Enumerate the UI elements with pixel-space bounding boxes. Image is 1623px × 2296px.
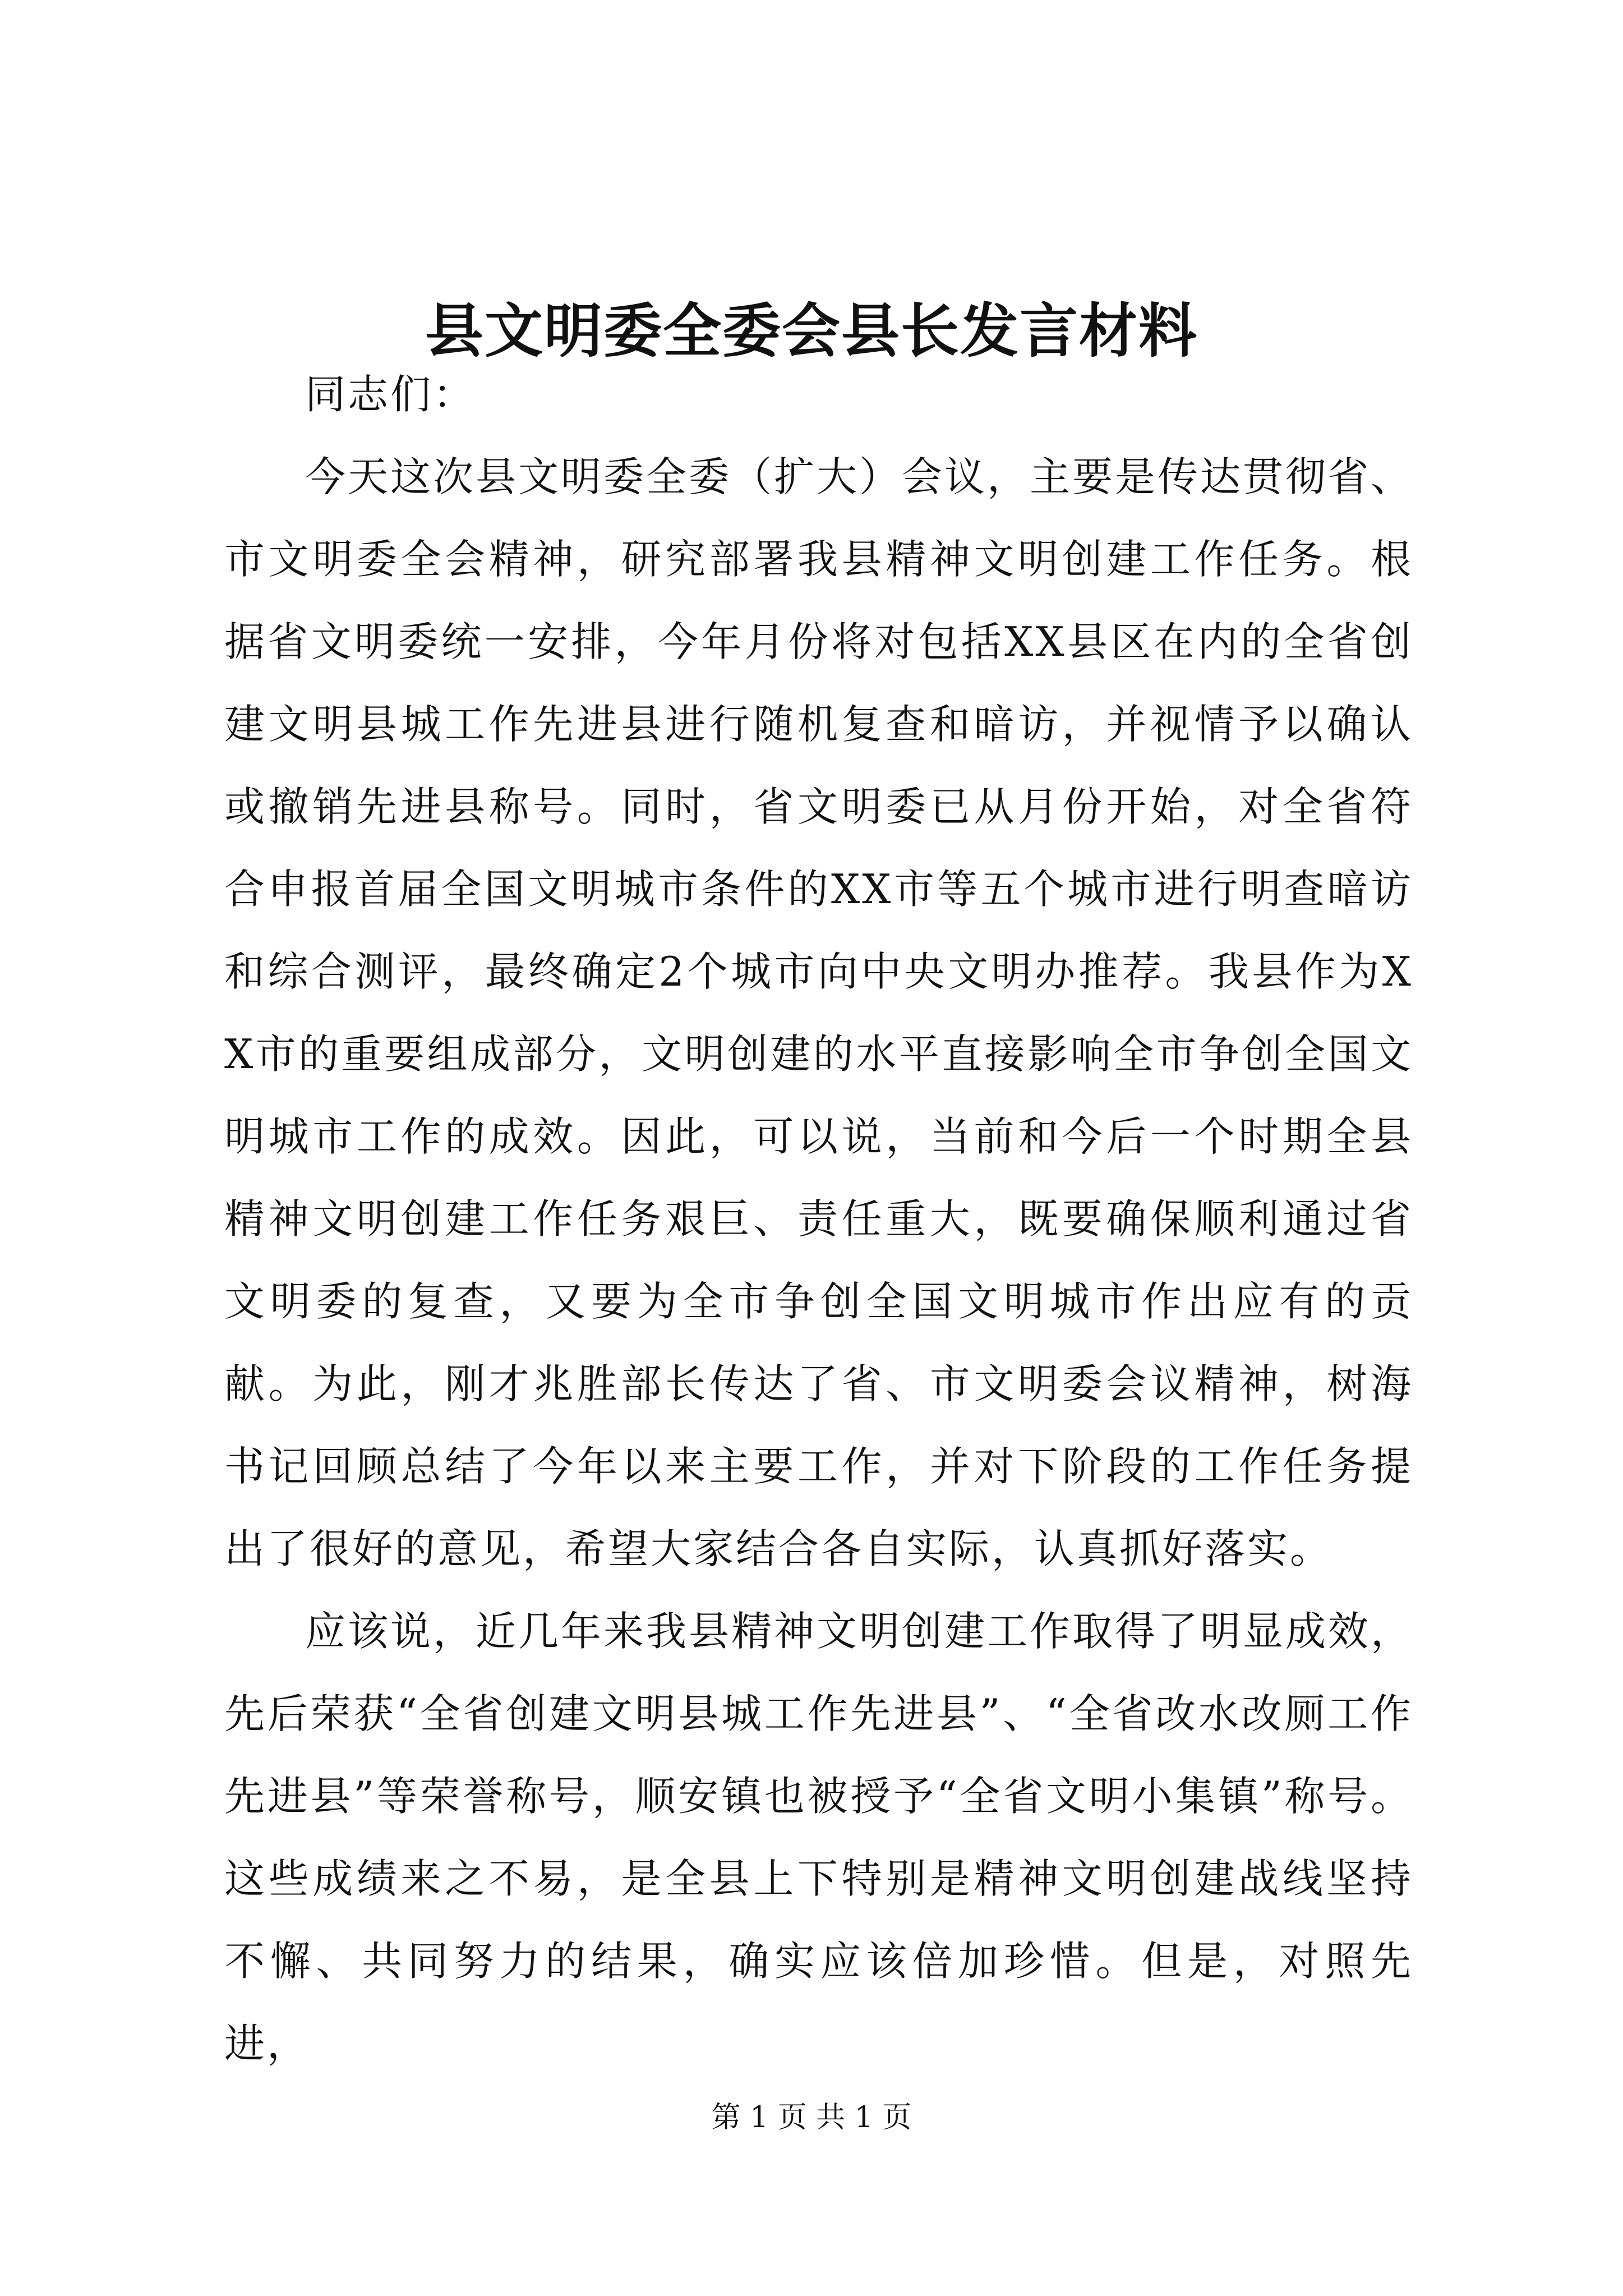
body-paragraph: 今天这次县文明委全委（扩大）会议，主要是传达贯彻省、市文明委全会精神，研究部署我县精神文明创建工作任务。根据省文明委统一安排，今年月份将对包括XX县区在内的全省创建文明县城工作先进县进行随机复查和暗访，并视情予以确认或撤销先进县称号。同时，省文明委已从月份开始，对全省符合申报首届全国文明城市条件的XX市等五个城市进行明查暗访和综合测评，最终确定2个城市向中央文明办推荐。我县作为XX市的重要组成部分，文明创建的水平直接影响全市争创全国文明城市工作的成效。因此，可以说，当前和今后一个时期全县精神文明创建工作任务艰巨、责任重大，既要确保顺利通过省文明委的复查，又要为全市争创全国文明城市作出应有的贡献。为此，刚才兆胜部长传达了省、市文明委会议精神，树海书记回顾总结了今年以来主要工作，并对下阶段的工作任务提出了很好的意见，希望大家结合各自实际，认真抓好落实。 (224, 453, 1414, 1572)
salutation-paragraph: 同志们： (305, 371, 476, 418)
document-title: 县文明委全委会县长发言材料 (425, 296, 1198, 365)
document-body (224, 353, 1413, 2085)
page-footer: 第 1 页 共 1 页 (711, 2101, 912, 2134)
body-paragraph: 应该说，近几年来我县精神文明创建工作取得了明显成效，先后荣获“全省创建文明县城工作先进县”、“全省改水改厕工作先进县”等荣誉称号，顺安镇也被授予“全省文明小集镇”称号。这些成绩来之不易，是全县上下特别是精神文明创建战线坚持不懈、共同努力的结果，确实应该倍加珍惜。但是，对照先进， (224, 1608, 1414, 2067)
